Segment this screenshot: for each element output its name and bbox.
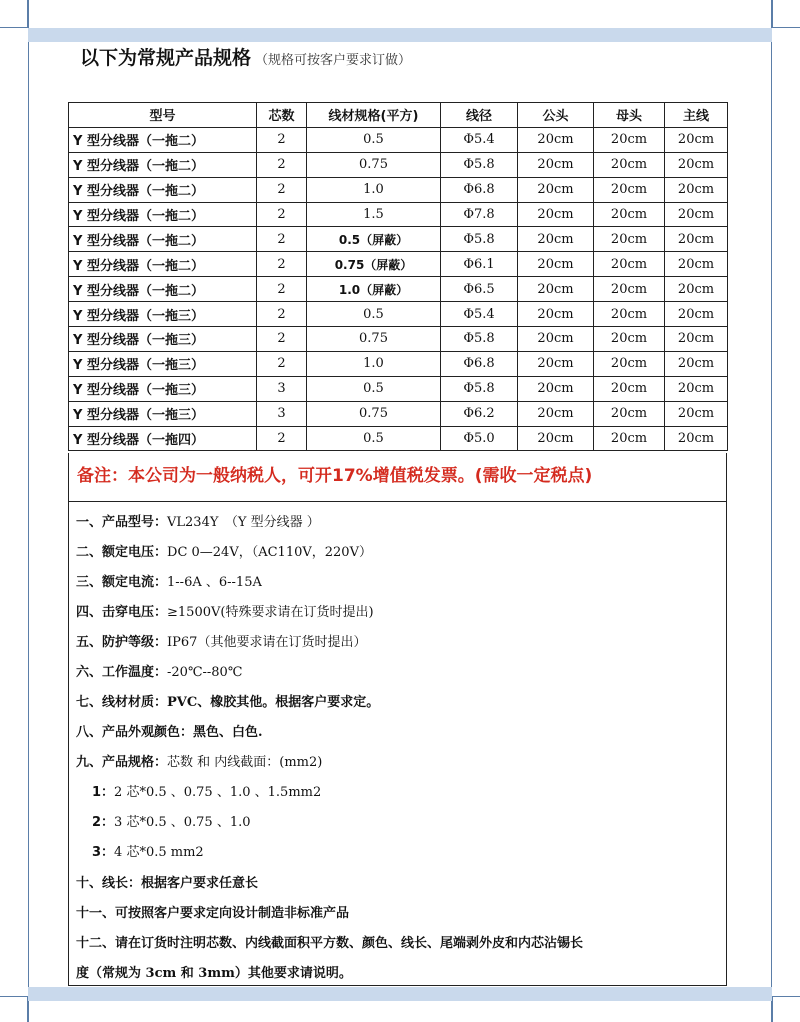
column-header: 主线 [665, 103, 728, 128]
spec-value: 4 芯*0.5 mm2 [114, 845, 204, 860]
table-cell: 20cm [665, 177, 728, 202]
table-cell: 20cm [594, 426, 665, 451]
table-cell: Φ5.4 [441, 302, 518, 327]
table-header-row [69, 103, 728, 128]
spec-line [76, 721, 263, 740]
table-cell: 0.5 [307, 376, 441, 401]
spec-value: VL234Y （Y 型分线器 ） [167, 515, 320, 530]
table-cell: 2 [257, 202, 307, 227]
spec-line [92, 811, 251, 830]
table-cell: 2 [257, 351, 307, 376]
spec-line [76, 601, 374, 620]
table-cell: 20cm [665, 152, 728, 177]
table-cell: 20cm [518, 177, 594, 202]
table-cell: 2 [257, 127, 307, 152]
spec-line [76, 661, 242, 680]
table-cell: 2 [257, 177, 307, 202]
table-cell: 0.75 [307, 401, 441, 426]
page-title: 以下为常规产品规格 [80, 47, 252, 69]
page-subtitle: （规格可按客户要求订做） [255, 53, 412, 68]
table-cell: 20cm [665, 376, 728, 401]
table-cell: 20cm [594, 376, 665, 401]
column-header: 芯数 [257, 103, 307, 128]
table-cell: Φ5.4 [441, 127, 518, 152]
frame-corner-top-right [772, 0, 800, 28]
table-cell: 20cm [518, 327, 594, 352]
spec-label: 七、线材材质： [76, 695, 168, 710]
table-cell: 2 [257, 327, 307, 352]
model-cell: Y 型分线器（一拖四） [69, 426, 257, 451]
model-cell: Y 型分线器（一拖二） [69, 227, 257, 252]
table-cell: Φ6.8 [441, 351, 518, 376]
table-row [69, 376, 728, 401]
table-cell: 2 [257, 152, 307, 177]
table-row [69, 202, 728, 227]
model-cell: Y 型分线器（一拖二） [69, 177, 257, 202]
table-cell: 20cm [665, 351, 728, 376]
frame-corner-top-left [0, 0, 28, 28]
spec-line [76, 691, 379, 710]
table-cell: 20cm [594, 252, 665, 277]
spec-line [76, 872, 258, 891]
table-cell: 20cm [665, 127, 728, 152]
table-cell: 1.0（屏蔽） [307, 277, 441, 302]
spec-value: 1--6A 、6--15A [167, 575, 262, 590]
spec-value: 度（常规为 3cm 和 3mm）其他要求请说明。 [76, 966, 352, 981]
table-cell: 0.5（屏蔽） [307, 227, 441, 252]
table-cell: 20cm [594, 302, 665, 327]
table-cell: 20cm [518, 202, 594, 227]
table-row [69, 177, 728, 202]
table-cell: 20cm [665, 302, 728, 327]
model-cell: Y 型分线器（一拖三） [69, 302, 257, 327]
table-cell: 20cm [518, 277, 594, 302]
page-heading [80, 43, 411, 70]
spec-line [76, 541, 372, 560]
spec-value: 3 芯*0.5 、0.75 、1.0 [114, 815, 251, 830]
spec-label: 一、产品型号： [76, 515, 168, 530]
table-cell: 20cm [665, 252, 728, 277]
table-cell: 0.75 [307, 152, 441, 177]
frame-line-left [28, 0, 29, 1022]
spec-label: 二、额定电压： [76, 545, 168, 560]
table-row [69, 351, 728, 376]
table-cell: 20cm [594, 227, 665, 252]
column-header: 公头 [518, 103, 594, 128]
spec-line [76, 571, 262, 590]
table-cell: 20cm [518, 376, 594, 401]
table-cell: 20cm [594, 177, 665, 202]
table-cell: 0.5 [307, 302, 441, 327]
spec-label: 三、额定电流： [76, 575, 168, 590]
model-cell: Y 型分线器（一拖三） [69, 376, 257, 401]
table-row [69, 227, 728, 252]
spec-label: 九、产品规格： [76, 755, 168, 770]
column-header: 线径 [441, 103, 518, 128]
spec-value: 黑色、白色. [193, 725, 263, 740]
table-cell: 2 [257, 227, 307, 252]
spec-value: DC 0—24V，（AC110V，220V） [167, 545, 372, 560]
footer-band [28, 987, 772, 1001]
tax-remark: 备注：本公司为一般纳税人，可开17%增值税发票。(需收一定税点) [68, 453, 727, 502]
spec-table [68, 102, 728, 451]
spec-label: 六、工作温度： [76, 665, 168, 680]
header-band [28, 28, 772, 42]
spec-label: 五、防护等级： [76, 635, 168, 650]
table-cell: Φ5.8 [441, 227, 518, 252]
spec-value: 2 芯*0.5 、0.75 、1.0 、1.5mm2 [114, 785, 322, 800]
spec-value: ≥1500V(特殊要求请在订货时提出) [167, 605, 374, 620]
spec-label: 1： [92, 785, 115, 800]
spec-line [92, 841, 204, 860]
column-header: 线材规格(平方) [307, 103, 441, 128]
table-cell: 3 [257, 401, 307, 426]
table-cell: 1.5 [307, 202, 441, 227]
model-cell: Y 型分线器（一拖三） [69, 401, 257, 426]
column-header: 母头 [594, 103, 665, 128]
spec-line [76, 511, 320, 530]
spec-label: 十一、 [76, 906, 116, 921]
table-cell: Φ5.8 [441, 376, 518, 401]
table-cell: 0.5 [307, 127, 441, 152]
table-row [69, 426, 728, 451]
table-cell: 1.0 [307, 351, 441, 376]
spec-value: 可按照客户要求定向设计制造非标准产品 [115, 906, 350, 921]
table-row [69, 401, 728, 426]
table-cell: Φ6.1 [441, 252, 518, 277]
table-cell: 20cm [665, 426, 728, 451]
spec-label: 十、线长： [76, 876, 142, 891]
spec-value: 请在订货时注明芯数、内线截面积平方数、颜色、线长、尾端剥外皮和内芯沾锡长 [115, 936, 584, 951]
table-cell: 0.75 [307, 327, 441, 352]
table-cell: 20cm [518, 426, 594, 451]
model-cell: Y 型分线器（一拖二） [69, 202, 257, 227]
frame-corner-bottom-left [0, 996, 28, 1022]
frame-line-right [771, 0, 772, 1022]
model-cell: Y 型分线器（一拖三） [69, 351, 257, 376]
model-cell: Y 型分线器（一拖二） [69, 277, 257, 302]
table-cell: 20cm [594, 277, 665, 302]
table-row [69, 277, 728, 302]
model-cell: Y 型分线器（一拖三） [69, 327, 257, 352]
table-cell: 20cm [518, 351, 594, 376]
spec-label: 十二、 [76, 936, 116, 951]
column-header: 型号 [69, 103, 257, 128]
table-cell: 20cm [518, 252, 594, 277]
spec-label: 八、产品外观颜色： [76, 725, 194, 740]
table-cell: 0.75（屏蔽） [307, 252, 441, 277]
spec-line [76, 902, 349, 921]
spec-line [76, 631, 366, 650]
model-cell: Y 型分线器（一拖二） [69, 127, 257, 152]
table-cell: 20cm [665, 277, 728, 302]
table-cell: 2 [257, 426, 307, 451]
table-cell: 0.5 [307, 426, 441, 451]
table-cell: 20cm [518, 227, 594, 252]
spec-value: 芯数 和 内线截面：(mm2) [167, 755, 323, 770]
table-cell: 20cm [594, 152, 665, 177]
spec-value: -20℃--80℃ [167, 665, 243, 680]
spec-label: 四、击穿电压： [76, 605, 168, 620]
table-row [69, 252, 728, 277]
table-cell: 20cm [594, 327, 665, 352]
table-cell: 20cm [594, 202, 665, 227]
table-cell: Φ6.8 [441, 177, 518, 202]
spec-value: IP67（其他要求请在订货时提出） [167, 635, 367, 650]
spec-line [92, 781, 321, 800]
frame-corner-bottom-right [772, 996, 800, 1022]
table-cell: Φ6.5 [441, 277, 518, 302]
table-cell: 20cm [665, 401, 728, 426]
table-cell: 20cm [518, 401, 594, 426]
spec-line [76, 751, 322, 770]
spec-line [76, 962, 352, 981]
table-cell: 20cm [594, 351, 665, 376]
table-cell: 1.0 [307, 177, 441, 202]
table-row [69, 152, 728, 177]
model-cell: Y 型分线器（一拖二） [69, 152, 257, 177]
table-cell: 3 [257, 376, 307, 401]
spec-label: 2： [92, 815, 115, 830]
spec-value: 根据客户要求任意长 [141, 876, 259, 891]
table-cell: 20cm [518, 302, 594, 327]
table-cell: 2 [257, 252, 307, 277]
spec-line [76, 932, 583, 951]
spec-label: 3： [92, 845, 115, 860]
table-cell: 2 [257, 302, 307, 327]
table-cell: 20cm [665, 227, 728, 252]
table-cell: 20cm [665, 202, 728, 227]
table-cell: 2 [257, 277, 307, 302]
table-cell: Φ5.0 [441, 426, 518, 451]
table-row [69, 327, 728, 352]
table-cell: 20cm [665, 327, 728, 352]
table-cell: 20cm [518, 152, 594, 177]
table-cell: Φ7.8 [441, 202, 518, 227]
spec-value: PVC、橡胶其他。根据客户要求定。 [167, 695, 380, 710]
table-cell: 20cm [518, 127, 594, 152]
model-cell: Y 型分线器（一拖二） [69, 252, 257, 277]
table-row [69, 302, 728, 327]
table-cell: Φ6.2 [441, 401, 518, 426]
table-cell: Φ5.8 [441, 152, 518, 177]
table-body [69, 127, 728, 451]
table-cell: 20cm [594, 127, 665, 152]
table-cell: Φ5.8 [441, 327, 518, 352]
table-cell: 20cm [594, 401, 665, 426]
table-row [69, 127, 728, 152]
